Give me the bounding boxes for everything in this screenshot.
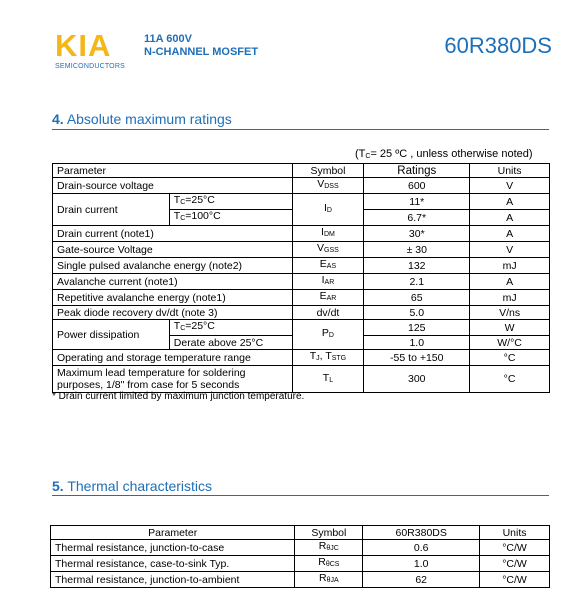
header-symbol: Symbol: [292, 164, 364, 178]
table-row: Peak diode recovery dv/dt (note 3) dv/dt 5.0 V/ns: [53, 306, 550, 320]
product-summary: [144, 33, 258, 59]
table-row: Drain-source voltage $V_{DSS}$ 600 V: [53, 178, 550, 194]
table-row: Derate above 25°C 1.0 W/°C: [53, 336, 550, 350]
table-row: Drain current (note1) $I_{DM}$ 30* A: [53, 226, 550, 242]
table-row: Thermal resistance, junction-to-ambient $R_{\theta JA}$ 62 °C/W: [51, 572, 550, 588]
absolute-max-table: [52, 163, 550, 393]
header-ratings: Ratings: [364, 164, 470, 178]
table-row: Thermal resistance, case-to-sink Typ. $R_{\theta CS}$ 1.0 °C/W: [51, 556, 550, 572]
table-row: $T_C=100^\circ C$ 6.7* A: [53, 210, 550, 226]
table-row: Avalanche current (note1) $I_{AR}$ 2.1 A: [53, 274, 550, 290]
table-row: Operating and storage temperature range $T_J$, $T_{STG}$ -55 to +150 °C: [53, 350, 550, 366]
table-row: Single pulsed avalanche energy (note2) $E_{AS}$ 132 mJ: [53, 258, 550, 274]
table-header-row: [53, 164, 550, 178]
section-5-label: Thermal characteristics: [67, 478, 213, 494]
table-row: Power dissipation $T_C=25^\circ C$ $P_D$ 125 W: [53, 320, 550, 336]
table-row: Drain current $T_C=25^\circ C$ $I_D$ 11* A: [53, 194, 550, 210]
section-4-title: [52, 111, 232, 127]
logo-text: KIA: [55, 28, 112, 63]
section-4-number: 4.: [52, 111, 64, 127]
table-row: Maximum lead temperature for soldering purposes, 1/8" from case for 5 seconds $T_L$ 300 °C: [53, 366, 550, 393]
test-condition-note: ($T_C= 25$ ºC , unless otherwise noted): [355, 148, 533, 160]
header-parameter: Parameter: [53, 164, 293, 178]
footnote: * Drain current limited by maximum junction temperature.: [52, 391, 305, 402]
section-4-label: Absolute maximum ratings: [66, 111, 232, 127]
product-rating: 11A 600V: [144, 33, 192, 45]
table-header-row: Parameter Symbol 60R380DS Units: [51, 526, 550, 540]
logo-subtitle: SEMICONDUCTORS: [55, 63, 125, 70]
section-5-number: 5.: [52, 478, 64, 494]
header-units: Units: [470, 164, 550, 178]
section-5-rule: [52, 495, 549, 496]
part-number: 60R380DS: [444, 33, 552, 58]
thermal-table: [50, 525, 550, 588]
table-row: Gate-source Voltage $V_{GSS}$ ± 30 V: [53, 242, 550, 258]
table-row: Thermal resistance, junction-to-case $R_{\theta JC}$ 0.6 °C/W: [51, 540, 550, 556]
product-type: N-CHANNEL MOSFET: [144, 46, 259, 58]
section-5-title: [52, 478, 212, 494]
section-4-rule: [52, 129, 549, 130]
company-logo: [55, 28, 125, 70]
table-row: Repetitive avalanche energy (note1) $E_{AR}$ 65 mJ: [53, 290, 550, 306]
